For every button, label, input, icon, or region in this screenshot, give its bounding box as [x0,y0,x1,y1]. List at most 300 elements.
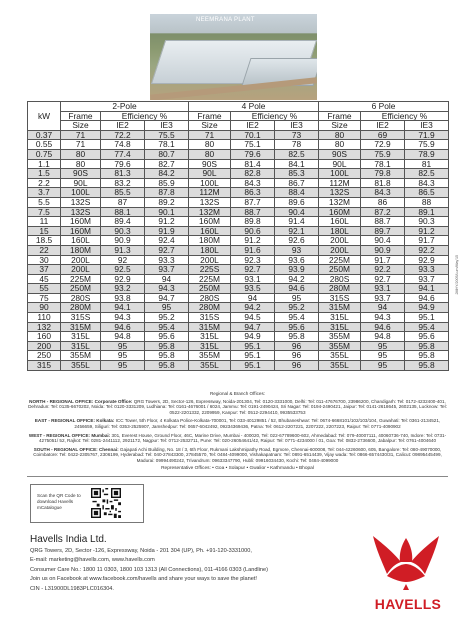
cell-ie3-6p: 91.7 [405,236,449,246]
frame-header: Frame [61,111,101,121]
frame-header: Frame [319,111,361,121]
cell-ie3-6p: 78.9 [405,149,449,159]
office-south-label: SOUTH - REGIONAL OFFICE: Chennai: [33,446,119,452]
cell-ie3-4p: 82.5 [275,149,319,159]
cell-ie2-4p: 86.3 [231,188,275,198]
table-row [28,322,449,332]
cell-frame-6p: 90S [319,149,361,159]
cell-frame-2p: 80 [61,159,101,169]
cell-ie3-6p: 89.1 [405,207,449,217]
qr-box [30,484,144,523]
cell-ie3-2p: 93.7 [145,265,189,275]
cell-frame-4p: 180L [189,245,231,255]
cell-frame-2p: 355M [61,351,101,361]
cell-ie3-4p: 92.1 [275,226,319,236]
cell-ie3-4p: 94.6 [275,284,319,294]
cell-ie2-6p: 75.9 [361,149,405,159]
cell-ie3-6p: 93.7 [405,274,449,284]
company-address: QRG Towers, 2D, Sector -126, Expressway, Noida - 201 304 (UP), Ph. +91-120-3331000, [30,548,252,554]
cell-ie2-6p: 88.7 [361,217,405,227]
cell-ie2-2p: 93.8 [101,293,145,303]
cell-frame-6p: 132M [319,197,361,207]
cell-frame-6p: 315L [319,322,361,332]
cell-kw: 3.7 [28,188,61,198]
cell-frame-4p: 90L [189,169,231,179]
cell-ie2-4p: 89.8 [231,217,275,227]
kw-header: kW [28,102,61,131]
cell-ie2-4p: 90.6 [231,226,275,236]
table-row [28,313,449,323]
cell-ie2-6p: 93.1 [361,284,405,294]
cell-kw: 132 [28,322,61,332]
cell-ie2-4p: 81.4 [231,159,275,169]
cell-ie2-2p: 83.2 [101,178,145,188]
cell-frame-2p: 200L [61,265,101,275]
cell-ie3-4p: 85.3 [275,169,319,179]
cell-ie3-4p: 93 [275,245,319,255]
cell-ie3-2p: 82.7 [145,159,189,169]
efficiency-table-body [28,130,449,370]
ie2-header: IE2 [231,121,275,131]
cell-frame-6p: 315L [319,313,361,323]
ie2-header: IE2 [361,121,405,131]
office-south-text: Gajapati Achi Building, No. 18 / 3, 6th Floor, Rukmani Lakshmipathy Road, Egmore, Chennai-600008, Tel: 044-42260600, 605, Bangalore: Tel: 080-49070000, Coimbatore: Tel: 0422-2305767, 2306199, Hyderabad: Tel: 040-27843300, 27845570, Tel: 0484-4099000, Vishakapatnam: Tel: 0891-6514439, Vijay wada: Tel: 0866-6574430/31, Calicut: 09895445499, Madurai: 09994490242, Trivandrum: 09633347790, Hubli: 09916034430, Kochi: Tel: 0484-4099000 [33,446,442,463]
cell-ie2-2p: 94.1 [101,303,145,313]
cell-ie2-6p: 78.1 [361,159,405,169]
cell-ie2-2p: 88.1 [101,207,145,217]
cell-frame-2p: 132S [61,197,101,207]
cell-ie3-6p: 71.9 [405,130,449,140]
cell-frame-2p: 280S [61,293,101,303]
table-row [28,159,449,169]
cell-frame-4p: 250M [189,284,231,294]
cell-frame-4p: 80 [189,149,231,159]
plant-photo [150,14,317,100]
cell-ie2-4p: 94 [231,293,275,303]
table-row [28,236,449,246]
cell-kw: 18.5 [28,236,61,246]
efficiency-header: Efficiency % [361,111,449,121]
cell-ie2-6p: 87.2 [361,207,405,217]
table-row [28,245,449,255]
cell-ie2-2p: 95 [101,361,145,371]
cell-frame-6p: 80 [319,130,361,140]
cell-ie2-4p: 92.3 [231,255,275,265]
cell-frame-6p: 200L [319,245,361,255]
cell-ie3-2p: 92.7 [145,245,189,255]
cell-frame-4p: 80 [189,140,231,150]
cell-ie3-2p: 95.8 [145,351,189,361]
cell-ie3-2p: 95 [145,303,189,313]
cell-ie2-2p: 95 [101,341,145,351]
cell-ie2-2p: 92 [101,255,145,265]
cell-frame-4p: 355L [189,361,231,371]
cell-frame-2p: 280M [61,303,101,313]
cell-frame-4p: 315M [189,322,231,332]
cell-ie2-2p: 74.8 [101,140,145,150]
brand-name: HAVELLS [374,596,442,612]
cell-ie3-6p: 94.6 [405,293,449,303]
ie3-header: IE3 [275,121,319,131]
cell-ie2-2p: 89.4 [101,217,145,227]
cell-ie2-6p: 72.9 [361,140,405,150]
cell-kw: 22 [28,245,61,255]
cell-frame-4p: 132M [189,207,231,217]
cell-frame-6p: 132S [319,188,361,198]
cell-kw: 75 [28,293,61,303]
cell-ie2-6p: 95 [361,341,405,351]
cell-ie3-6p: 82.5 [405,169,449,179]
cell-ie3-2p: 91.2 [145,217,189,227]
cell-frame-4p: 160M [189,217,231,227]
cell-frame-4p: 100L [189,178,231,188]
cell-frame-6p: 90L [319,159,361,169]
office-west-label: WEST - REGIONAL OFFICE: Mumbai: [28,432,111,438]
cell-ie2-4p: 95.1 [231,351,275,361]
cell-frame-2p: 160M [61,217,101,227]
table-row [28,265,449,275]
cell-ie3-6p: 95.8 [405,341,449,351]
cell-ie3-4p: 89.6 [275,197,319,207]
cell-kw: 45 [28,274,61,284]
size-header: Size [189,121,231,131]
cell-frame-6p: 80 [319,140,361,150]
cell-ie3-6p: 91.2 [405,226,449,236]
table-row [28,207,449,217]
table-row [28,284,449,294]
cell-ie2-2p: 94.8 [101,332,145,342]
table-row [28,178,449,188]
cell-ie2-4p: 94.2 [231,303,275,313]
cell-ie2-2p: 94.6 [101,322,145,332]
cell-ie3-2p: 94 [145,274,189,284]
side-code: 2MHY/2005/Lum/May'15 [455,255,459,295]
group-2-pole: 2-Pole [61,102,189,112]
table-row [28,140,449,150]
cell-ie3-6p: 92.2 [405,245,449,255]
cell-ie3-4p: 92.6 [275,236,319,246]
cell-ie3-2p: 84.2 [145,169,189,179]
cell-ie3-4p: 84.1 [275,159,319,169]
cell-frame-2p: 71 [61,140,101,150]
cell-kw: 2.2 [28,178,61,188]
ie3-header: IE3 [145,121,189,131]
cell-ie3-2p: 75.5 [145,130,189,140]
cell-ie3-4p: 86.7 [275,178,319,188]
cell-frame-6p: 180L [319,226,361,236]
cell-frame-2p: 315L [61,332,101,342]
cell-frame-4p: 160L [189,226,231,236]
cell-frame-4p: 315S [189,313,231,323]
cell-ie2-2p: 79.6 [101,159,145,169]
office-north-label: NORTH - REGIONAL OFFICE: Corporate Office: [29,398,133,404]
cell-frame-2p: 71 [61,130,101,140]
cell-frame-6p: 100L [319,169,361,179]
cell-kw: 110 [28,313,61,323]
cell-frame-2p: 180M [61,245,101,255]
table-row [28,130,449,140]
cell-frame-4p: 315L [189,332,231,342]
cell-frame-2p: 80 [61,149,101,159]
cell-kw: 0.75 [28,149,61,159]
cell-frame-2p: 315L [61,341,101,351]
cell-ie2-4p: 70.1 [231,130,275,140]
cell-ie2-6p: 79.8 [361,169,405,179]
cell-ie3-6p: 88 [405,197,449,207]
cell-ie3-4p: 94.2 [275,274,319,284]
cell-ie3-2p: 87.8 [145,188,189,198]
cell-ie3-2p: 90.1 [145,207,189,217]
cell-ie3-6p: 81 [405,159,449,169]
cell-frame-2p: 225M [61,274,101,284]
qr-text: Scan the QR Code to download Havells mCatalogue [37,493,81,510]
cell-frame-6p: 160M [319,207,361,217]
cell-ie2-2p: 93.2 [101,284,145,294]
cell-ie2-4p: 92.7 [231,265,275,275]
cell-ie2-6p: 93.7 [361,293,405,303]
ie2-header: IE2 [101,121,145,131]
size-header: Size [61,121,101,131]
qr-code-icon[interactable] [91,488,121,518]
cell-kw: 0.55 [28,140,61,150]
cell-ie2-4p: 94.7 [231,322,275,332]
cell-frame-6p: 355M [319,341,361,351]
cell-ie3-4p: 93.6 [275,255,319,265]
cell-kw: 90 [28,303,61,313]
cell-ie3-4p: 93.9 [275,265,319,275]
cell-frame-6p: 280S [319,274,361,284]
cell-ie2-2p: 91.3 [101,245,145,255]
cell-ie2-6p: 92.7 [361,274,405,284]
cell-frame-4p: 200L [189,255,231,265]
cell-ie2-4p: 95.1 [231,361,275,371]
havells-logo-icon [365,530,447,592]
cell-ie3-4p: 88.4 [275,188,319,198]
cell-ie3-4p: 96 [275,361,319,371]
cell-ie3-6p: 95.6 [405,332,449,342]
cell-ie2-6p: 95 [361,351,405,361]
table-row [28,303,449,313]
office-north [27,399,448,416]
cell-kw: 250 [28,351,61,361]
cell-kw: 30 [28,255,61,265]
cell-kw: 1.1 [28,159,61,169]
cell-ie2-6p: 86 [361,197,405,207]
cell-frame-6p: 225M [319,255,361,265]
cell-frame-4p: 112M [189,188,231,198]
cell-frame-2p: 100L [61,188,101,198]
cell-frame-6p: 200L [319,236,361,246]
cell-ie3-2p: 85.9 [145,178,189,188]
company-info [30,547,360,594]
cell-frame-4p: 280S [189,293,231,303]
table-row [28,293,449,303]
cell-ie2-6p: 84.3 [361,188,405,198]
efficiency-table [27,101,449,371]
cell-frame-6p: 112M [319,178,361,188]
cell-frame-2p: 200L [61,255,101,265]
table-row [28,274,449,284]
offices-title: Regional & Branch Offices: [209,391,266,396]
table-row [28,361,449,371]
cell-ie2-4p: 84.3 [231,178,275,188]
cell-ie2-6p: 90.9 [361,245,405,255]
cell-ie3-2p: 92.4 [145,236,189,246]
consumer-care: Consumer Care No.: 1800 11 0303, 1800 103 1313 (All Connections), 011-4166 0303 (Landline) [30,566,268,573]
cell-ie2-2p: 81.3 [101,169,145,179]
cell-ie2-2p: 92.5 [101,265,145,275]
cell-ie3-4p: 95.2 [275,303,319,313]
cell-ie3-6p: 90.3 [405,217,449,227]
cell-ie2-6p: 89.7 [361,226,405,236]
table-row [28,169,449,179]
office-east [27,418,448,429]
cell-ie3-2p: 94.3 [145,284,189,294]
cell-ie2-2p: 72.2 [101,130,145,140]
cell-ie3-2p: 93.3 [145,255,189,265]
cell-ie3-4p: 91.4 [275,217,319,227]
divider [27,476,448,477]
cell-ie2-6p: 81.8 [361,178,405,188]
cell-frame-2p: 315M [61,322,101,332]
cell-ie3-6p: 75.9 [405,140,449,150]
company-name: Havells India Ltd. [30,534,107,545]
cell-ie2-2p: 90.9 [101,236,145,246]
cell-ie3-2p: 95.4 [145,322,189,332]
cell-frame-4p: 355M [189,351,231,361]
cell-ie2-4p: 91.6 [231,245,275,255]
cell-ie3-6p: 86.5 [405,188,449,198]
cell-ie2-6p: 95 [361,361,405,371]
cell-frame-6p: 355L [319,351,361,361]
cell-ie3-6p: 94.1 [405,284,449,294]
cell-ie3-4p: 96 [275,341,319,351]
cell-ie3-6p: 94.9 [405,303,449,313]
table-row [28,217,449,227]
cell-kw: 5.5 [28,197,61,207]
cell-ie3-6p: 95.4 [405,322,449,332]
cell-kw: 37 [28,265,61,275]
cell-frame-2p: 160M [61,226,101,236]
cell-kw: 11 [28,217,61,227]
cell-ie3-2p: 95.8 [145,361,189,371]
frame-header: Frame [189,111,231,121]
representative-offices: Representative Offices: • Goa • Solapur • Gwalior • Kathmandu • Bhopal [161,466,314,471]
office-south [27,447,448,464]
photo-caption: NEEMRANA PLANT [196,17,255,23]
cell-kw: 0.37 [28,130,61,140]
table-row [28,341,449,351]
cell-frame-2p: 250M [61,284,101,294]
cell-ie2-2p: 90.3 [101,226,145,236]
cell-ie3-6p: 84.3 [405,178,449,188]
cell-kw: 15 [28,226,61,236]
table-row [28,332,449,342]
offices-section [27,391,448,467]
cell-frame-2p: 132S [61,207,101,217]
cell-ie3-6p: 95.8 [405,351,449,361]
cell-ie3-4p: 90.4 [275,207,319,217]
cell-ie2-4p: 87.7 [231,197,275,207]
cell-frame-6p: 250M [319,265,361,275]
cell-kw: 200 [28,341,61,351]
cell-ie3-4p: 95.4 [275,313,319,323]
cell-ie2-4p: 94.9 [231,332,275,342]
cell-ie2-4p: 88.7 [231,207,275,217]
ie3-header: IE3 [405,121,449,131]
cell-ie3-4p: 95.6 [275,322,319,332]
cell-frame-4p: 225S [189,265,231,275]
cell-frame-4p: 180M [189,236,231,246]
cell-frame-4p: 132S [189,197,231,207]
cell-ie3-4p: 95 [275,293,319,303]
cell-ie3-2p: 80.7 [145,149,189,159]
cell-ie2-4p: 75.1 [231,140,275,150]
cell-kw: 1.5 [28,169,61,179]
cell-ie2-6p: 94.3 [361,313,405,323]
cell-ie2-4p: 91.2 [231,236,275,246]
cell-frame-6p: 355M [319,332,361,342]
cell-ie2-2p: 77.4 [101,149,145,159]
cell-ie3-6p: 92.9 [405,255,449,265]
cell-ie2-4p: 95.1 [231,341,275,351]
cell-ie2-4p: 93.1 [231,274,275,284]
cell-frame-2p: 90L [61,178,101,188]
cell-frame-6p: 160L [319,217,361,227]
office-west-text: 301, Everest House, Ground Floor, 46C, Marine Drive, Mumbai - 400020, Tel: 022-67789600-602, Ahmedabad: Tel: 079-40007111, 40060736-740, Indore: Tel: 0731-4275051/ 52, Rajkot: Tel: 0281-2441112, 2921172, Nagpur: Tel: 0712-2532711, Pune: Tel: 020-26054641/42, Raipur: Tel: 0771-4234000 / 01, Goa: Tel: 0832-2736600, Jabalpur: Tel: 0761-4004640 [38,432,447,444]
table-row [28,149,449,159]
cell-ie2-4p: 79.6 [231,149,275,159]
facebook-line[interactable]: Join us on Facebook at www.facebook.com/havells and share your ways to save the planet! [30,576,257,583]
cell-ie2-4p: 94.5 [231,313,275,323]
cell-ie2-4p: 82.8 [231,169,275,179]
cell-frame-4p: 280M [189,303,231,313]
cell-frame-2p: 355L [61,361,101,371]
office-north-text: QRG Towers, 2D, Sector-126, Expressway, Noida-201304, Tel: 0120-3331000, Delhi: Tel: 011-47676700, 23986200, Chandigarh: Tel: 0172-4232400-401, Dehradun: Tel: 0135-6670202, Noida: Tel: 0120-3331209, Ludhiana: Tel: 0161-4676001 / 6024, Jammu: Tel: 0191-2490424, Sri Nagar: Tel: 0194-2490421, Jaipur: Tel: 0141-2618645, 2602135, Lucknow: Tel: 0522-2201332, 2209959, Kanpur: Tel: 0512-2294410, 9935533753 [28,398,447,415]
cell-ie3-2p: 94.7 [145,293,189,303]
efficiency-header: Efficiency % [231,111,319,121]
cell-ie2-2p: 92.9 [101,274,145,284]
table-row [28,197,449,207]
cell-ie2-6p: 92.2 [361,265,405,275]
cell-ie2-6p: 94 [361,303,405,313]
cell-ie2-2p: 85.5 [101,188,145,198]
company-email[interactable]: E-mail: marketing@havells.com, www.havells.com [30,557,155,564]
office-east-label: EAST - REGIONAL OFFICE: Kolkata: [34,418,115,424]
cell-ie2-2p: 87 [101,197,145,207]
office-west [27,433,448,444]
cell-frame-6p: 355L [319,361,361,371]
efficiency-header: Efficiency % [101,111,189,121]
cell-ie3-4p: 96 [275,351,319,361]
cell-ie3-2p: 95.6 [145,332,189,342]
table-row [28,226,449,236]
cell-frame-2p: 315S [61,313,101,323]
cell-kw: 7.5 [28,207,61,217]
cell-ie2-6p: 94.6 [361,322,405,332]
cell-ie3-4p: 95.8 [275,332,319,342]
cell-ie2-4p: 93.5 [231,284,275,294]
table-row [28,255,449,265]
cell-frame-2p: 160L [61,236,101,246]
cell-ie3-6p: 95.8 [405,361,449,371]
cell-frame-6p: 315S [319,293,361,303]
cell-ie3-4p: 73 [275,130,319,140]
group-4-pole: 4 Pole [189,102,319,112]
cell-ie2-2p: 94.3 [101,313,145,323]
table-row [28,351,449,361]
cin-number: CIN - L31900DL1983PLC016304. [30,585,114,592]
